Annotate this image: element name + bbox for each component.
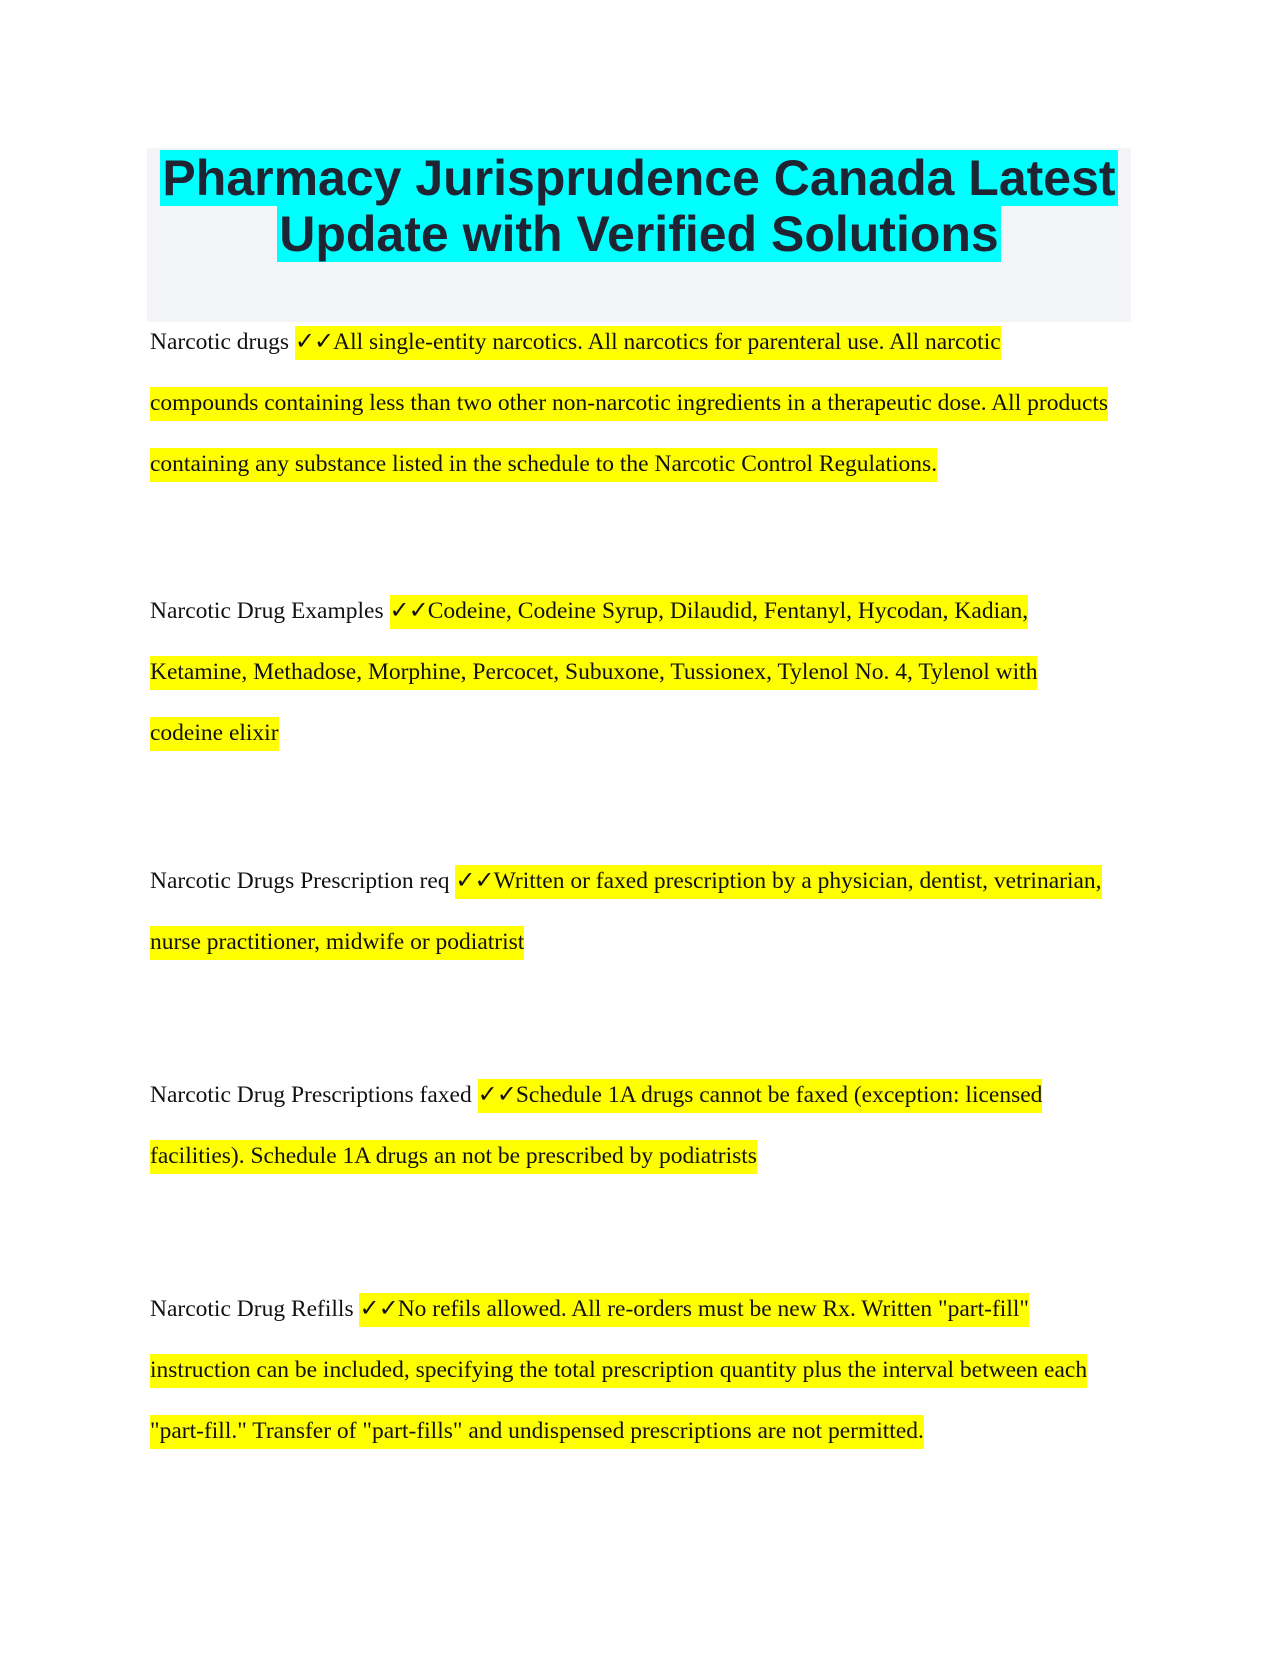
double-check-icon: ✓✓ bbox=[455, 866, 494, 894]
flashcard-entry bbox=[150, 850, 1110, 973]
entry-definition bbox=[150, 326, 1108, 482]
flashcard-entry bbox=[150, 1064, 1110, 1187]
entry-definition-text: Codeine, Codeine Syrup, Dilaudid, Fentanyl, Hycodan, Kadian, Ketamine, Methadose, Morphine, Percocet, Subuxone, Tussionex, Tylenol No. 4, Tylenol with codeine elixir bbox=[150, 598, 1038, 746]
entry-term: Narcotic Drug Refills bbox=[150, 1296, 354, 1322]
double-check-icon: ✓✓ bbox=[389, 596, 428, 624]
entry-definition-text: All single-entity narcotics. All narcotics for parenteral use. All narcotic compounds containing less than two other non-narcotic ingredients in a therapeutic dose. All products containing any substance listed in the schedule to the Narcotic Control Regulations. bbox=[150, 329, 1109, 477]
flashcard-entry bbox=[150, 1278, 1110, 1462]
flashcard-entry bbox=[150, 580, 1110, 764]
flashcard-entry bbox=[150, 311, 1110, 495]
entry-definition-text: Schedule 1A drugs cannot be faxed (exception: licensed facilities). Schedule 1A drugs an not be prescribed by podiatrists bbox=[150, 1082, 1043, 1169]
entry-term: Narcotic drugs bbox=[150, 329, 289, 355]
title-line-1: Pharmacy Jurisprudence Canada Latest bbox=[162, 150, 1116, 206]
entry-term: Narcotic Drug Prescriptions faxed bbox=[150, 1082, 472, 1108]
entry-definition-text: No refils allowed. All re-orders must be new Rx. Written "part-fill" instruction can be included, specifying the total prescription quantity plus the interval between each "part-fill." Transfer of "part-fills" and undispensed prescriptions are not permitted. bbox=[150, 1296, 1088, 1444]
document-title bbox=[147, 148, 1131, 262]
title-line-2: Update with Verified Solutions bbox=[279, 206, 999, 262]
double-check-icon: ✓✓ bbox=[477, 1080, 516, 1108]
entry-definition-text: Written or faxed prescription by a physician, dentist, vetrinarian, nurse practitioner, midwife or podiatrist bbox=[150, 868, 1102, 955]
entry-term: Narcotic Drugs Prescription req bbox=[150, 868, 450, 894]
double-check-icon: ✓✓ bbox=[359, 1294, 398, 1322]
entry-term: Narcotic Drug Examples bbox=[150, 598, 384, 624]
double-check-icon: ✓✓ bbox=[294, 327, 334, 355]
